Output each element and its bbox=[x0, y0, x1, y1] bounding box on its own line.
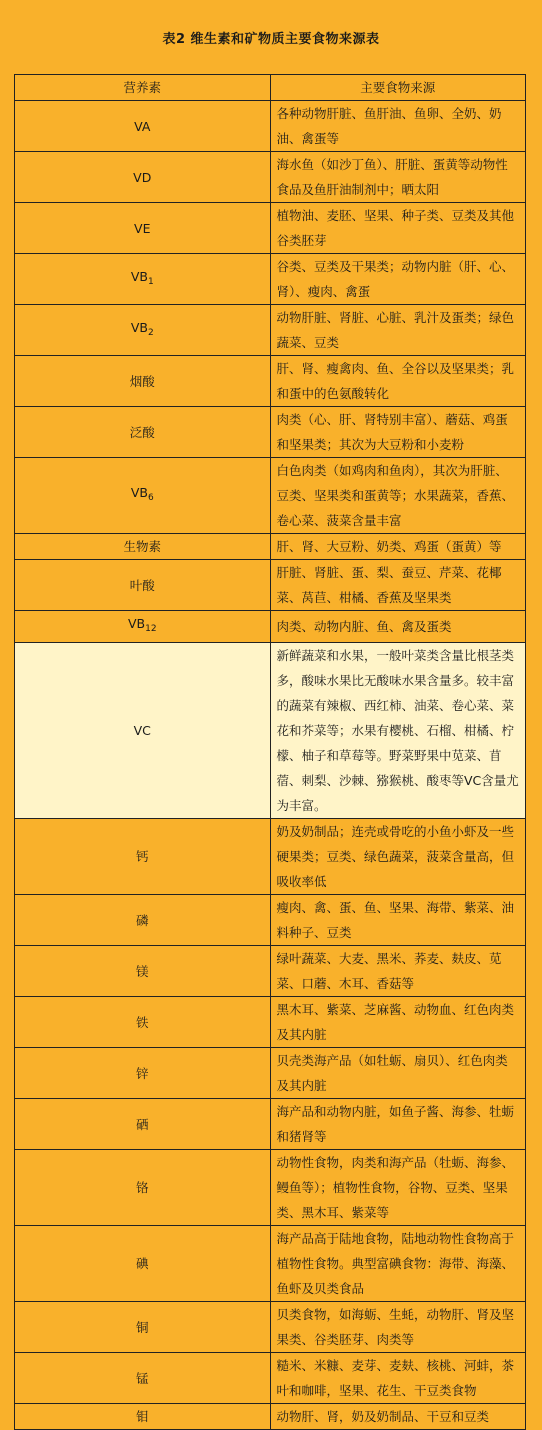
food-source-cell: 新鲜蔬菜和水果，一般叶菜类含量比根茎类多，酸味水果比无酸味水果含量多。较丰富的蔬菜有辣椒、西红柿、油菜、卷心菜、菜花和芥菜等；水果有樱桃、石榴、柑橘、柠檬、柚子和草莓等。野菜野果中苋菜、苜蓿、刺梨、沙棘、猕猴桃、酸枣等VC含量尤为丰富。 bbox=[270, 643, 526, 819]
nutrient-cell bbox=[15, 1404, 271, 1430]
table-row bbox=[15, 560, 526, 611]
nutrient-name: 硒 bbox=[135, 1116, 149, 1132]
nutrient-cell bbox=[15, 534, 271, 560]
nutrient-name: 钙 bbox=[135, 849, 149, 864]
nutrient-cell bbox=[15, 1353, 271, 1404]
food-source-cell: 谷类、豆类及干果类；动物内脏（肝、心、肾）、瘦肉、禽蛋 bbox=[270, 254, 526, 305]
table-row bbox=[15, 1404, 526, 1430]
food-source-cell: 植物油、麦胚、坚果、种子类、豆类及其他谷类胚芽 bbox=[270, 203, 526, 254]
nutrient-name: VB bbox=[127, 616, 146, 631]
nutrient-name: VE bbox=[134, 220, 151, 236]
food-source-cell: 海产品和动物内脏，如鱼子酱、海参、牡蛎和猪肾等 bbox=[270, 1099, 526, 1150]
table-body bbox=[15, 101, 526, 1430]
food-source-cell: 肉类、动物内脏、鱼、禽及蛋类 bbox=[270, 611, 526, 643]
header-source: 主要食物来源 bbox=[270, 75, 526, 101]
nutrient-cell bbox=[15, 946, 271, 997]
nutrient-cell bbox=[15, 1099, 271, 1150]
food-source-cell: 贝类食物，如海蛎、生蚝，动物肝、肾及坚果类、谷类胚芽、肉类等 bbox=[270, 1302, 526, 1353]
nutrient-cell bbox=[15, 101, 271, 152]
nutrient-name: VD bbox=[133, 169, 152, 185]
food-source-cell: 肉类（心、肝、肾特别丰富）、蘑菇、鸡蛋和坚果类；其次为大豆粉和小麦粉 bbox=[270, 407, 526, 458]
food-source-cell: 贝壳类海产品（如牡蛎、扇贝）、红色肉类及其内脏 bbox=[270, 1048, 526, 1099]
nutrient-name: VC bbox=[133, 723, 151, 738]
nutrient-cell bbox=[15, 611, 271, 643]
nutrient-cell bbox=[15, 1150, 271, 1226]
food-source-cell: 黑木耳、紫菜、芝麻酱、动物血、红色肉类及其内脏 bbox=[270, 997, 526, 1048]
food-source-cell: 动物肝、肾，奶及奶制品、干豆和豆类 bbox=[270, 1404, 526, 1430]
table-row bbox=[15, 203, 526, 254]
table-row bbox=[15, 534, 526, 560]
header-nutrient: 营养素 bbox=[15, 75, 271, 101]
food-source-cell: 动物性食物，肉类和海产品（牡蛎、海参、鳗鱼等）；植物性食物，谷物、豆类、坚果类、黑木耳、紫菜等 bbox=[270, 1150, 526, 1226]
food-source-cell: 绿叶蔬菜、大麦、黑米、荞麦、麸皮、苋菜、口蘑、木耳、香菇等 bbox=[270, 946, 526, 997]
nutrient-name: 碘 bbox=[135, 1256, 149, 1271]
nutrient-cell bbox=[15, 152, 271, 203]
table-row bbox=[15, 1150, 526, 1226]
food-source-cell: 肝、肾、瘦禽肉、鱼、全谷以及坚果类；乳和蛋中的色氨酸转化 bbox=[270, 356, 526, 407]
nutrient-name: 铬 bbox=[135, 1180, 149, 1195]
nutrient-name: 钼 bbox=[135, 1409, 149, 1424]
table-row bbox=[15, 1099, 526, 1150]
food-source-cell: 糙米、米糠、麦芽、麦麸、核桃、河蚌，茶叶和咖啡，坚果、花生、干豆类食物 bbox=[270, 1353, 526, 1404]
food-source-cell: 奶及奶制品；连壳或骨吃的小鱼小虾及一些硬果类；豆类、绿色蔬菜，菠菜含量高，但吸收率低 bbox=[270, 819, 526, 895]
nutrient-name: 生物素 bbox=[123, 539, 161, 554]
nutrient-cell bbox=[15, 895, 271, 946]
page-title: 表2 维生素和矿物质主要食物来源表 bbox=[162, 32, 380, 47]
table-row bbox=[15, 1226, 526, 1302]
table-row bbox=[15, 611, 526, 643]
table-header-row bbox=[15, 75, 526, 101]
nutrient-name: 泛酸 bbox=[129, 424, 155, 440]
nutrient-name: 锰 bbox=[135, 1370, 149, 1386]
nutrient-name: VB bbox=[130, 268, 148, 284]
nutrient-cell bbox=[15, 407, 271, 458]
table-row bbox=[15, 1048, 526, 1099]
food-source-cell: 白色肉类（如鸡肉和鱼肉），其次为肝脏、豆类、坚果类和蛋黄等；水果蔬菜，香蕉、卷心菜、菠菜含量丰富 bbox=[270, 458, 526, 534]
nutrient-subscript: 12 bbox=[145, 624, 157, 634]
food-source-cell: 海水鱼（如沙丁鱼）、肝脏、蛋黄等动物性食品及鱼肝油制剂中；晒太阳 bbox=[270, 152, 526, 203]
nutrient-cell bbox=[15, 305, 271, 356]
nutrient-subscript: 2 bbox=[147, 327, 154, 338]
nutrient-name: 铁 bbox=[135, 1014, 149, 1030]
nutrient-cell bbox=[15, 1048, 271, 1099]
nutrient-cell bbox=[15, 203, 271, 254]
table-row bbox=[15, 946, 526, 997]
nutrient-name: 锌 bbox=[135, 1065, 149, 1081]
table-row bbox=[15, 997, 526, 1048]
nutrient-subscript: 6 bbox=[147, 493, 154, 503]
nutrient-name: 铜 bbox=[135, 1319, 149, 1335]
nutrient-name: VB bbox=[130, 485, 148, 500]
nutrient-name: 磷 bbox=[135, 912, 149, 928]
nutrient-cell bbox=[15, 997, 271, 1048]
table-row bbox=[15, 643, 526, 819]
table-row bbox=[15, 1302, 526, 1353]
nutrient-cell bbox=[15, 254, 271, 305]
nutrient-cell bbox=[15, 560, 271, 611]
table-row bbox=[15, 356, 526, 407]
table-row bbox=[15, 101, 526, 152]
table-row bbox=[15, 407, 526, 458]
table-row bbox=[15, 458, 526, 534]
nutrient-name: 镁 bbox=[135, 963, 149, 979]
table-row bbox=[15, 305, 526, 356]
table-row bbox=[15, 819, 526, 895]
food-source-cell: 各种动物肝脏、鱼肝油、鱼卵、全奶、奶油、禽蛋等 bbox=[270, 101, 526, 152]
food-source-cell: 肝、肾、大豆粉、奶类、鸡蛋（蛋黄）等 bbox=[270, 534, 526, 560]
food-source-cell: 海产品高于陆地食物，陆地动物性食物高于植物性食物。典型富碘食物：海带、海藻、鱼虾及贝类食品 bbox=[270, 1226, 526, 1302]
nutrient-cell bbox=[15, 356, 271, 407]
food-source-cell: 肝脏、肾脏、蛋、梨、蚕豆、芹菜、花椰菜、莴苣、柑橘、香蕉及坚果类 bbox=[270, 560, 526, 611]
table-row bbox=[15, 254, 526, 305]
nutrient-cell bbox=[15, 819, 271, 895]
nutrient-name: 烟酸 bbox=[129, 373, 155, 389]
food-source-cell: 瘦肉、禽、蛋、鱼、坚果、海带、紫菜、油料种子、豆类 bbox=[270, 895, 526, 946]
nutrient-cell bbox=[15, 458, 271, 534]
table-row bbox=[15, 1353, 526, 1404]
nutrient-cell bbox=[15, 1226, 271, 1302]
nutrient-cell bbox=[15, 1302, 271, 1353]
nutrient-name: VB bbox=[130, 319, 148, 335]
nutrient-subscript: 1 bbox=[147, 276, 154, 287]
nutrient-name: 叶酸 bbox=[129, 577, 155, 593]
nutrient-cell bbox=[15, 643, 271, 819]
food-source-cell: 动物肝脏、肾脏、心脏、乳汁及蛋类；绿色蔬菜、豆类 bbox=[270, 305, 526, 356]
table-row bbox=[15, 895, 526, 946]
nutrient-name: VA bbox=[134, 118, 151, 134]
table-row bbox=[15, 152, 526, 203]
nutrient-source-table bbox=[14, 74, 526, 1430]
